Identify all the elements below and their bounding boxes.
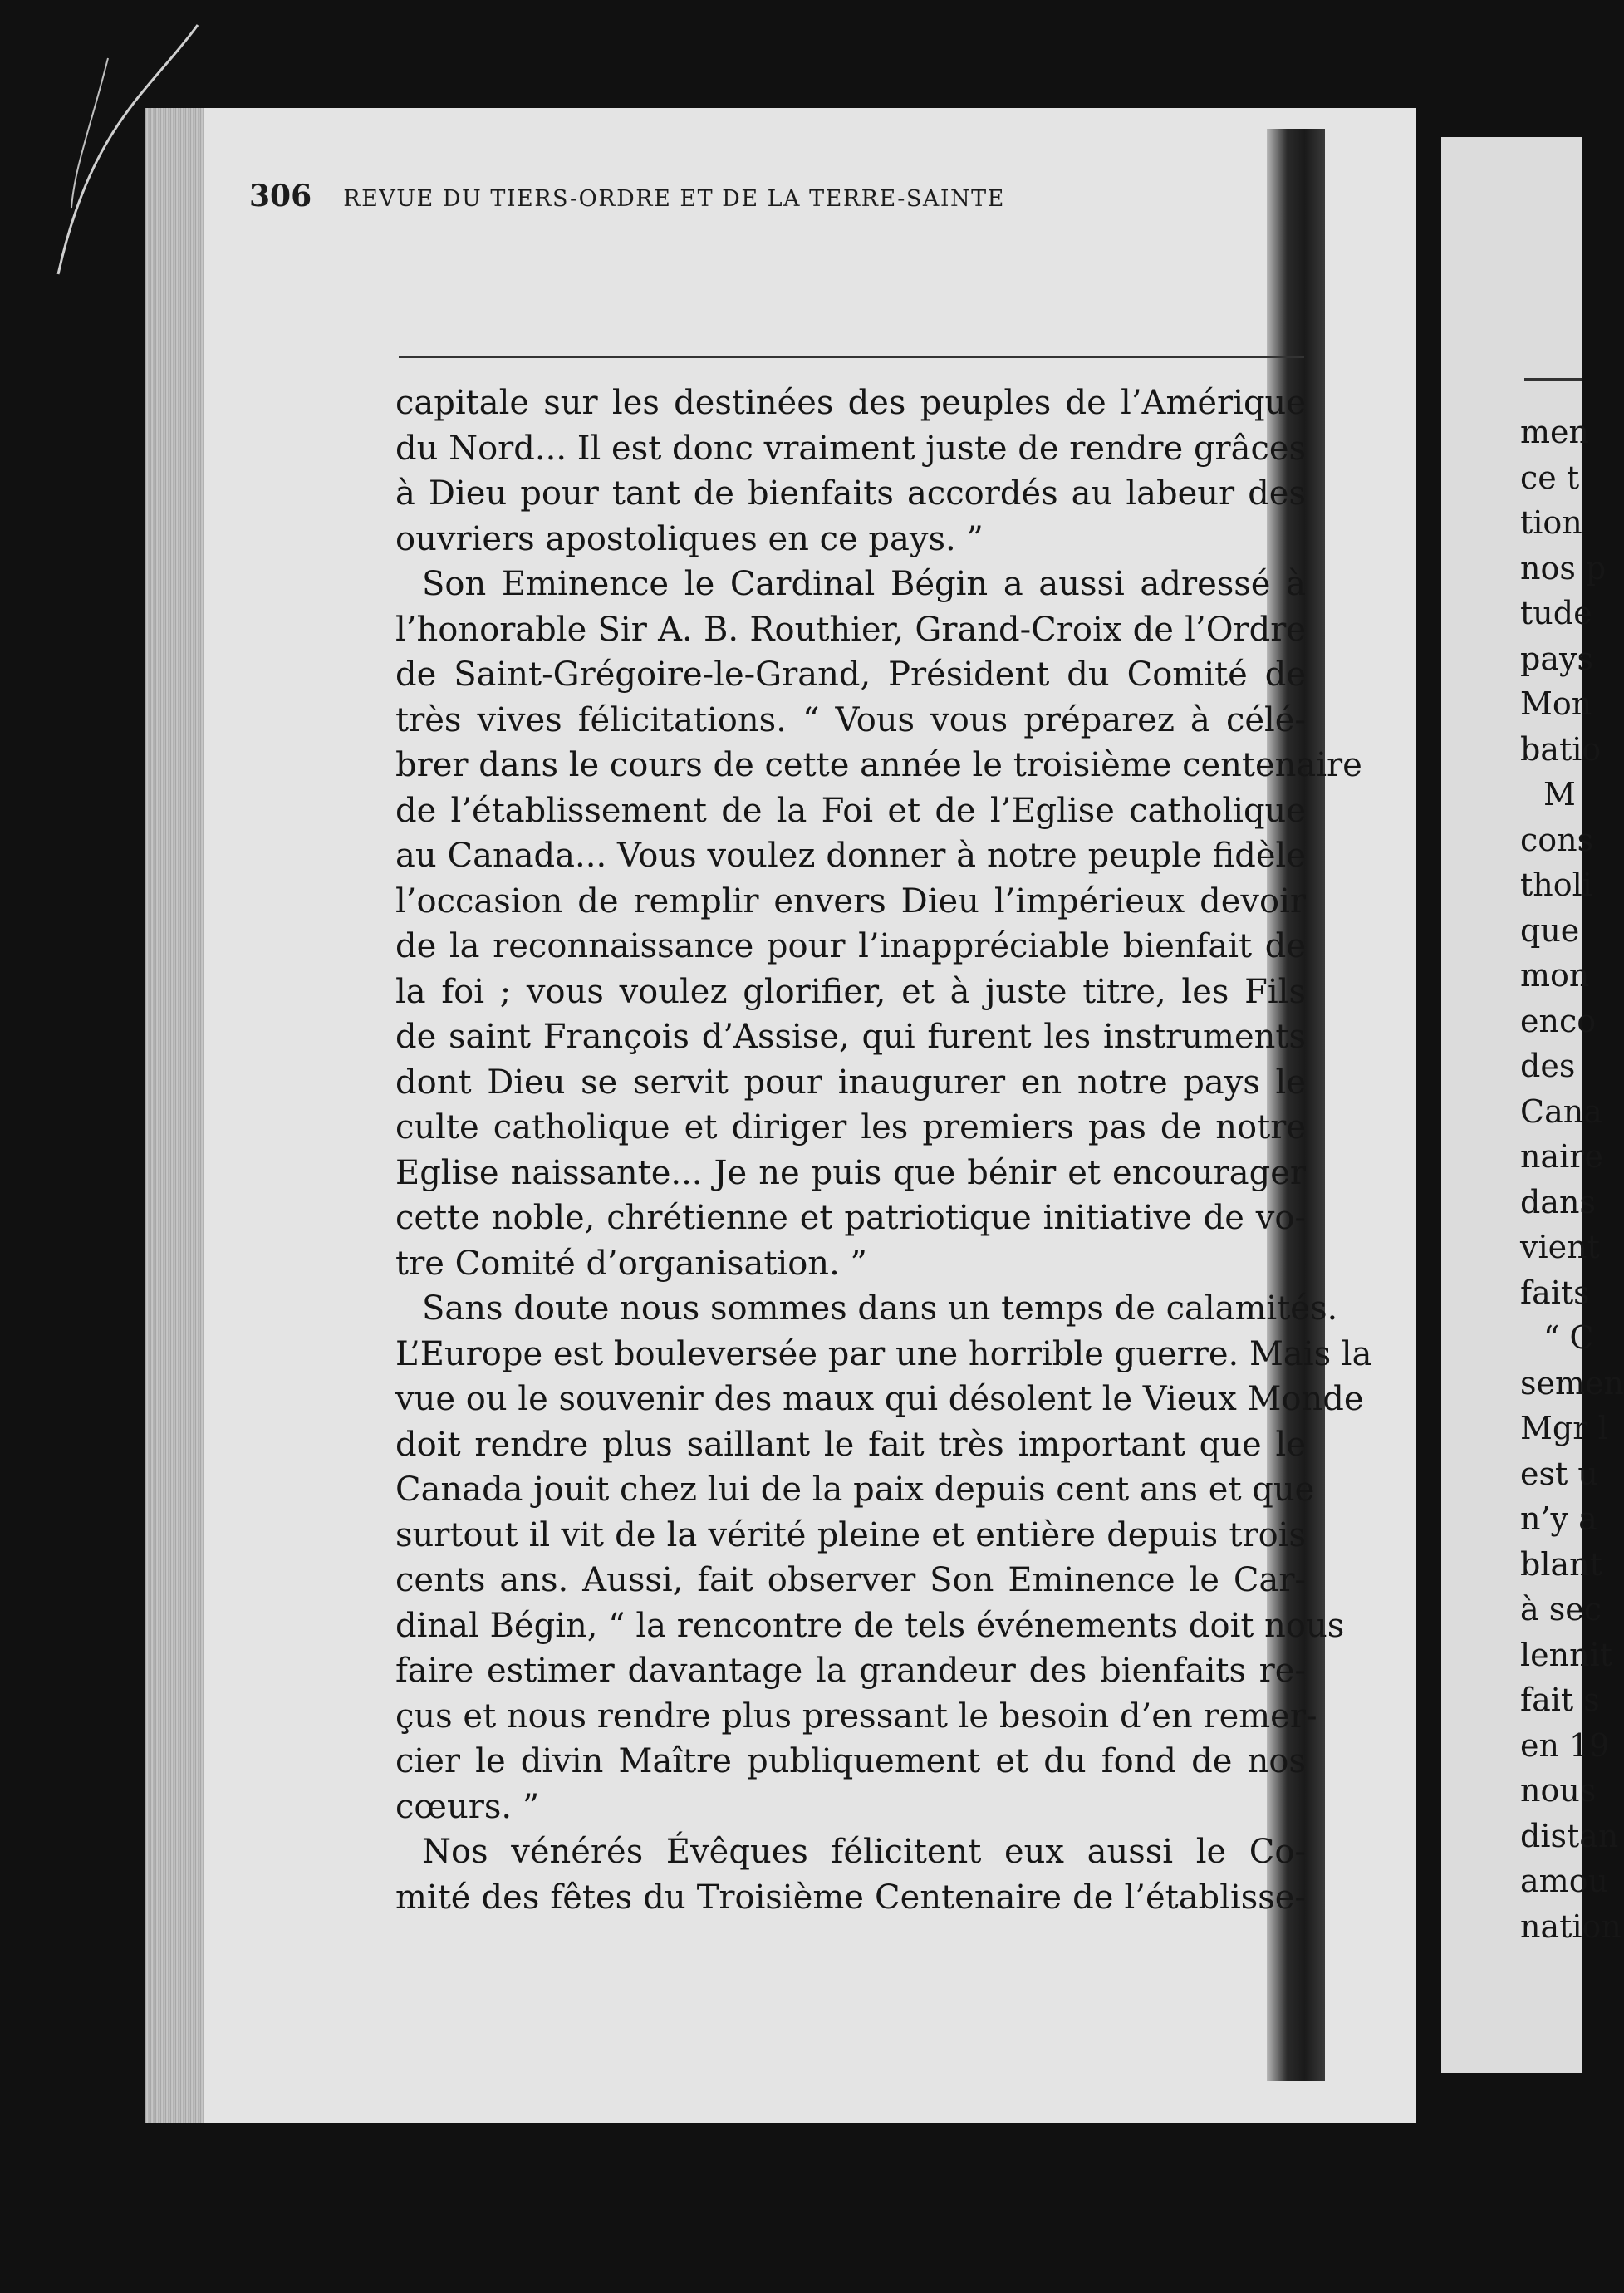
text-line: brer dans le cours de cette année le troisième centenaire <box>395 746 1362 784</box>
text-line: dont Dieu se servit pour inaugurer en notre pays le <box>395 1063 1306 1102</box>
text-line: à Dieu pour tant de bienfaits accordés au labeur des <box>395 474 1306 513</box>
running-title: REVUE DU TIERS-ORDRE ET DE LA TERRE-SAINTE <box>343 186 1005 212</box>
text-line: Son Eminence le Cardinal Bégin a aussi adressé à <box>422 565 1306 603</box>
text-line: fait s <box>1520 1682 1600 1718</box>
text-line: “ C <box>1543 1319 1594 1356</box>
text-line: que <box>1520 911 1580 949</box>
text-line: tude <box>1520 595 1592 631</box>
text-line: semen <box>1520 1364 1624 1402</box>
text-line: cons <box>1520 821 1594 858</box>
text-line: batio <box>1520 730 1602 768</box>
text-line: faits <box>1520 1274 1590 1311</box>
text-line: à sec <box>1520 1591 1602 1628</box>
text-line: surtout il vit de la vérité pleine et entière depuis trois <box>395 1515 1306 1554</box>
text-line: capitale sur les destinées des peuples de l’Amérique <box>395 384 1306 422</box>
text-line: nos p <box>1520 549 1607 587</box>
text-line: men <box>1520 414 1589 450</box>
text-line: Nos vénérés Évêques félicitent eux aussi le Co- <box>422 1833 1306 1871</box>
text-line: M <box>1543 776 1576 813</box>
text-line: cœurs. ” <box>395 1787 540 1826</box>
text-line: de la reconnaissance pour l’inappréciable bienfait de <box>395 927 1306 965</box>
text-line: doit rendre plus saillant le fait très important que le <box>395 1425 1306 1464</box>
text-line: l’occasion de remplir envers Dieu l’impérieux devoir <box>395 881 1306 921</box>
text-line: ce t <box>1520 459 1580 496</box>
text-line: pays <box>1520 640 1593 677</box>
text-line: de l’établissement de la Foi et de l’Eglise catholique <box>395 791 1306 830</box>
text-line: tre Comité d’organisation. ” <box>395 1244 867 1283</box>
text-line: la foi ; vous voulez glorifier, et à juste titre, les Fils <box>395 972 1306 1011</box>
text-line: L’Europe est bouleversée par une horrible guerre. Mais la <box>395 1334 1372 1373</box>
text-line: cents ans. Aussi, fait observer Son Eminence le Car- <box>395 1561 1306 1599</box>
right-page-text <box>1520 410 1624 1949</box>
text-line: au Canada... Vous voulez donner à notre peuple fidèle <box>395 837 1306 875</box>
text-line: tholi <box>1520 867 1592 903</box>
text-line: dinal Bégin, “ la rencontre de tels événements doit nous <box>395 1606 1345 1645</box>
page-number: 306 <box>249 179 312 214</box>
text-line: mon <box>1520 957 1590 994</box>
text-line: tion <box>1520 504 1582 541</box>
page-edges <box>145 108 204 2123</box>
text-line: Mgr l <box>1520 1410 1608 1446</box>
text-line: de saint François d’Assise, qui furent les instruments <box>395 1018 1306 1056</box>
text-line: n’y a <box>1520 1500 1597 1537</box>
text-line: très vives félicitations. “ Vous vous préparez à célé- <box>395 700 1306 739</box>
text-line: Cana <box>1520 1092 1602 1130</box>
text-line: dans <box>1520 1183 1596 1220</box>
running-head <box>249 179 1329 214</box>
text-line: du Nord... Il est donc vraiment juste de rendre grâces <box>395 429 1307 468</box>
header-rule <box>399 356 1304 358</box>
text-line: cette noble, chrétienne et patriotique initiative de vo- <box>395 1199 1306 1237</box>
text-line: cier le divin Maître publiquement et du fond de nos <box>395 1742 1306 1780</box>
text-line: enco <box>1520 1002 1597 1039</box>
text-line: de Saint-Grégoire-le-Grand, Président du Comité de <box>395 655 1306 694</box>
text-line: l’honorable Sir A. B. Routhier, Grand-Croix de l’Ordre <box>395 610 1306 649</box>
text-line: Sans doute nous sommes dans un temps de calamités. <box>422 1289 1338 1328</box>
text-line: ouvriers apostoliques en ce pays. ” <box>395 519 984 558</box>
text-line: distan <box>1520 1817 1619 1854</box>
text-line: nation <box>1520 1908 1622 1945</box>
text-line: blant <box>1520 1545 1602 1583</box>
film-scratch <box>0 0 216 282</box>
text-line: vue ou le souvenir des maux qui désolent le Vieux Monde <box>395 1380 1364 1418</box>
text-line: en 19 <box>1520 1726 1610 1764</box>
text-line: vient <box>1520 1229 1600 1265</box>
text-line: amou <box>1520 1863 1609 1899</box>
text-line: lennit <box>1520 1636 1613 1673</box>
text-line: naire <box>1520 1138 1603 1175</box>
text-line: nous <box>1520 1772 1597 1809</box>
text-line: culte catholique et diriger les premiers pas de notre <box>395 1108 1306 1146</box>
text-line: çus et nous rendre plus pressant le besoin d’en remer- <box>395 1696 1317 1736</box>
text-line: Eglise naissante... Je ne puis que bénir et encourager <box>395 1153 1306 1192</box>
text-line: Canada jouit chez lui de la paix depuis cent ans et que <box>395 1471 1315 1509</box>
body-text <box>395 381 1372 1920</box>
text-line: faire estimer davantage la grandeur des bienfaits re- <box>395 1652 1306 1690</box>
text-line: est u <box>1520 1455 1598 1492</box>
text-line: des <box>1520 1048 1576 1084</box>
text-line: Mon <box>1520 685 1592 722</box>
right-page-rule <box>1524 378 1582 381</box>
text-line: mité des fêtes du Troisième Centenaire de l’établisse- <box>395 1878 1306 1917</box>
